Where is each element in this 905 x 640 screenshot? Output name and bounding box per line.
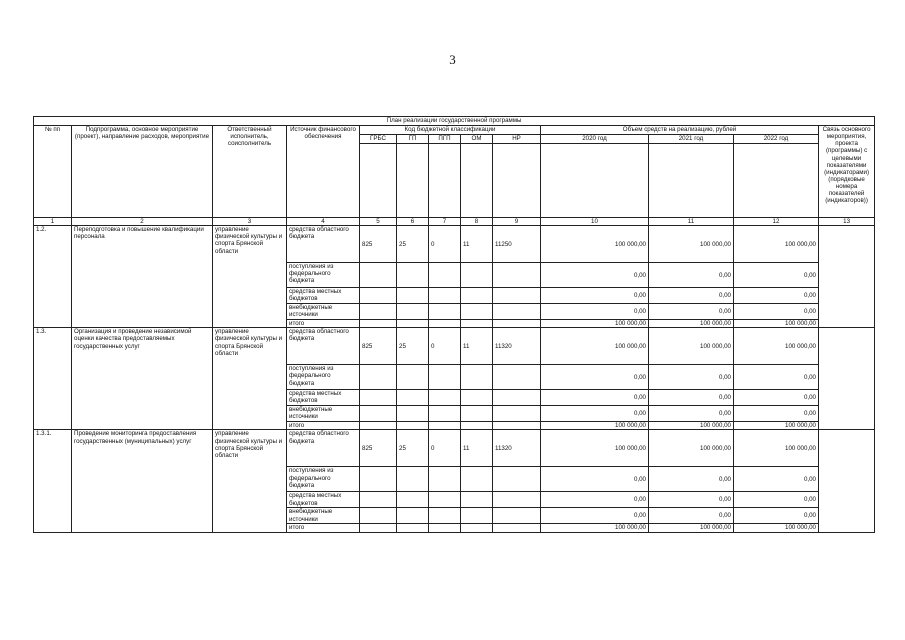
value-2021: 0,00 [649,406,734,422]
col-number: 10 [541,218,649,226]
source-label: поступления из федерального бюджета [287,467,360,492]
code-om: 11 [461,430,493,467]
total-2022: 100 000,00 [734,320,819,328]
header-name: Подпрограмма, основное мероприятие (проект), направление расходов, мероприятие [72,126,213,218]
header-executor: Ответственный исполнитель, соисполнитель [213,126,287,218]
col-number: 12 [734,218,819,226]
row-num: 1.3. [34,328,72,430]
value-2021: 0,00 [649,467,734,492]
row-executor: управление физической культуры и спорта Брянской области [213,226,287,328]
source-label: поступления из федерального бюджета [287,365,360,390]
source-label: внебюджетные источники [287,406,360,422]
table-row [34,430,875,467]
value-2022: 0,00 [734,365,819,390]
code-grbs: 825 [360,430,397,467]
row-executor: управление физической культуры и спорта Брянской области [213,328,287,430]
header-source: Источник финансового обеспечения [287,126,360,218]
code-np: 11320 [493,430,541,467]
plan-table [33,116,875,533]
col-number: 3 [213,218,287,226]
value-2020: 0,00 [541,508,649,524]
header-2021: 2021 год [649,135,734,144]
row-link [819,430,875,532]
row-link [819,328,875,430]
value-2020: 0,00 [541,467,649,492]
row-num: 1.2. [34,226,72,328]
col-number: 4 [287,218,360,226]
row-name: Организация и проведение независимой оценки качества предоставляемых государственных услуг [72,328,213,430]
value-2022: 0,00 [734,508,819,524]
value-2020: 0,00 [541,304,649,320]
value-2022: 0,00 [734,492,819,508]
source-label: внебюджетные источники [287,304,360,320]
value-2022: 100 000,00 [734,328,819,365]
header-pgp: ПГП [429,135,461,144]
total-2020: 100 000,00 [541,320,649,328]
value-2022: 0,00 [734,263,819,288]
header-num: № пп [34,126,72,218]
value-2021: 0,00 [649,304,734,320]
value-2022: 100 000,00 [734,226,819,263]
col-number: 7 [429,218,461,226]
value-2022: 0,00 [734,288,819,304]
row-name: Проведение мониторинга предоставления государственных (муниципальных) услуг [72,430,213,532]
total-2021: 100 000,00 [649,320,734,328]
value-2022: 0,00 [734,390,819,406]
page-number: 3 [449,52,456,67]
value-2021: 0,00 [649,365,734,390]
value-2021: 0,00 [649,390,734,406]
total-2022: 100 000,00 [734,422,819,430]
value-2021: 0,00 [649,508,734,524]
value-2022: 0,00 [734,467,819,492]
source-label: средства местных бюджетов [287,288,360,304]
source-label: внебюджетные источники [287,508,360,524]
source-label: средства областного бюджета [287,328,360,365]
table-row [34,226,875,263]
col-number: 13 [819,218,875,226]
row-name: Переподготовка и повышение квалификации персонала [72,226,213,328]
header-np: НР [493,135,541,144]
col-number: 6 [397,218,429,226]
code-pgp: 0 [429,226,461,263]
source-total-label: итого [287,320,360,328]
code-gp: 25 [397,226,429,263]
source-label: средства областного бюджета [287,226,360,263]
value-2020: 0,00 [541,288,649,304]
col-number: 1 [34,218,72,226]
value-2022: 100 000,00 [734,430,819,467]
header-gp: ГП [397,135,429,144]
value-2020: 0,00 [541,390,649,406]
col-number: 5 [360,218,397,226]
code-grbs: 825 [360,226,397,263]
col-number: 9 [493,218,541,226]
code-np: 11250 [493,226,541,263]
value-2022: 0,00 [734,406,819,422]
source-label: средства местных бюджетов [287,390,360,406]
code-om: 11 [461,328,493,365]
source-label: поступления из федерального бюджета [287,263,360,288]
header-link: Связь основного мероприятия, проекта (программы) с целевыми показателями (индикаторами) (порядковые номера показателей (индикаторов)) [819,126,875,218]
total-2020: 100 000,00 [541,422,649,430]
header-2022: 2022 год [734,135,819,144]
value-2020: 100 000,00 [541,328,649,365]
value-2020: 100 000,00 [541,226,649,263]
value-2020: 0,00 [541,492,649,508]
total-2020: 100 000,00 [541,524,649,532]
total-2021: 100 000,00 [649,524,734,532]
table-caption: План реализации государственной программы [34,117,875,126]
source-total-label: итого [287,422,360,430]
header-code-group: Код бюджетной классификации [360,126,541,135]
value-2021: 100 000,00 [649,328,734,365]
code-pgp: 0 [429,328,461,365]
code-np: 11320 [493,328,541,365]
value-2020: 0,00 [541,263,649,288]
code-gp: 25 [397,328,429,365]
value-2021: 100 000,00 [649,226,734,263]
value-2020: 0,00 [541,365,649,390]
row-num: 1.3.1. [34,430,72,532]
col-number: 2 [72,218,213,226]
header-funds-group: Объем средств на реализацию, рублей [541,126,819,135]
col-number: 8 [461,218,493,226]
total-2021: 100 000,00 [649,422,734,430]
value-2021: 0,00 [649,288,734,304]
value-2020: 100 000,00 [541,430,649,467]
header-grbs: ГРБС [360,135,397,144]
code-om: 11 [461,226,493,263]
row-executor: управление физической культуры и спорта Брянской области [213,430,287,532]
total-2022: 100 000,00 [734,524,819,532]
table-row [34,328,875,365]
col-number: 11 [649,218,734,226]
value-2021: 0,00 [649,263,734,288]
header-2020: 2020 год [541,135,649,144]
value-2021: 0,00 [649,492,734,508]
header-om: ОМ [461,135,493,144]
row-link [819,226,875,328]
source-label: средства областного бюджета [287,430,360,467]
source-total-label: итого [287,524,360,532]
value-2022: 0,00 [734,304,819,320]
source-label: средства местных бюджетов [287,492,360,508]
code-grbs: 825 [360,328,397,365]
code-gp: 25 [397,430,429,467]
value-2020: 0,00 [541,406,649,422]
value-2021: 100 000,00 [649,430,734,467]
code-pgp: 0 [429,430,461,467]
